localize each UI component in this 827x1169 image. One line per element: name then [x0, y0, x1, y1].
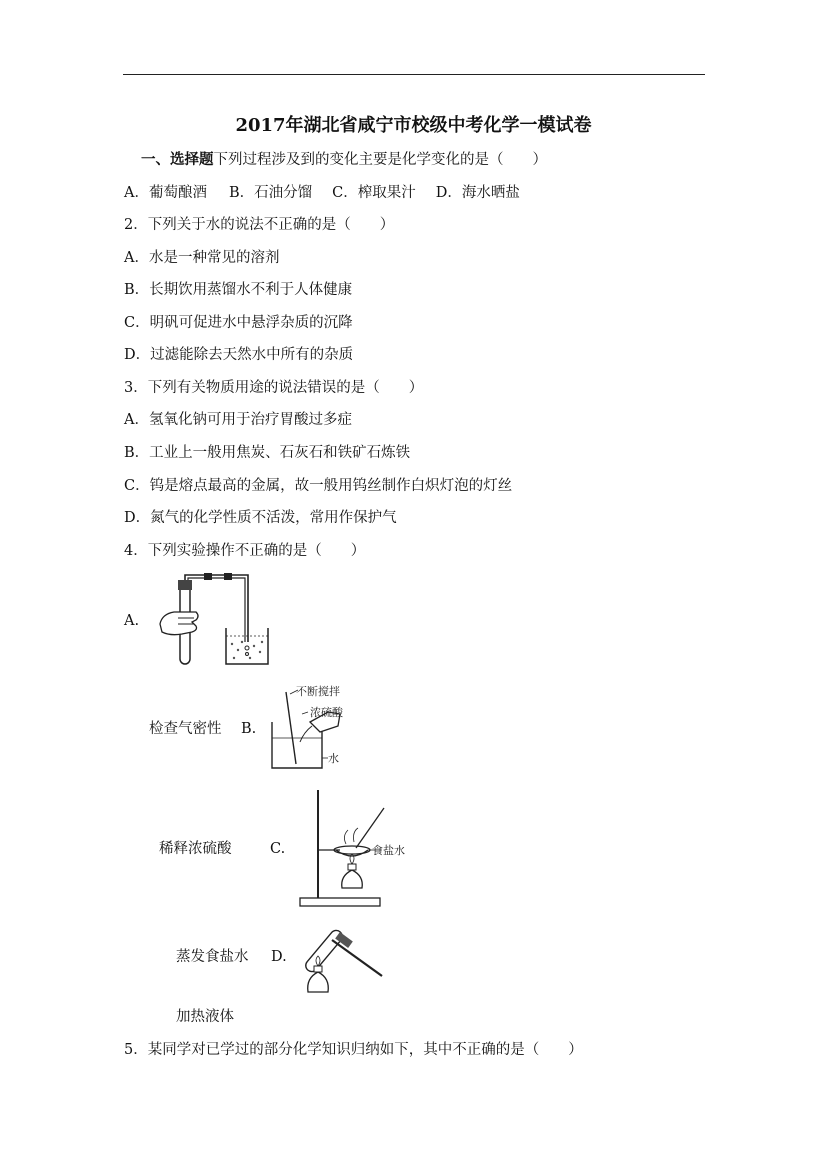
q3-option-a: A．氢氧化钠可用于治疗胃酸过多症	[124, 412, 352, 428]
q3-option-c: C．钨是熔点最高的金属，故一般用钨丝制作白炽灯泡的灯丝	[124, 478, 513, 494]
question-4-stem: 4．下列实验操作不正确的是（ ）	[124, 543, 366, 559]
q2-option-b: B．长期饮用蒸馏水不利于人体健康	[124, 282, 353, 298]
heat-liquid-figure	[296, 916, 388, 996]
q1-option-d: D．海水晒盐	[435, 185, 520, 201]
q4-option-d-caption: 加热液体	[176, 1009, 234, 1025]
question-5-stem: 5．某同学对已学过的部分化学知识归纳如下，其中不正确的是（ ）	[124, 1042, 583, 1058]
acid-label: 浓硫酸	[310, 706, 343, 719]
header-rule	[123, 74, 705, 75]
airtightness-check-figure	[152, 572, 272, 668]
page-title: 2017年湖北省咸宁市校级中考化学一模试卷	[235, 115, 592, 136]
q1-option-c: C．榨取果汁	[332, 185, 416, 201]
stir-label: 不断搅拌	[296, 685, 340, 698]
q4-option-c-caption: 蒸发食盐水	[176, 949, 249, 965]
q1-stem-text: 下列过程涉及到的变化主要是化学变化的是（ ）	[213, 152, 547, 168]
section-label: 一、选择题	[141, 151, 214, 168]
q3-option-b: B．工业上一般用焦炭、石灰石和铁矿石炼铁	[124, 445, 411, 461]
q2-option-a: A．水是一种常见的溶剂	[124, 250, 280, 266]
q1-option-b: B．石油分馏	[228, 185, 313, 201]
q4-option-a-label: A.	[124, 613, 140, 629]
saltwater-label: 食盐水	[372, 844, 405, 857]
q4-option-c-label: C.	[270, 841, 286, 857]
question-3-stem: 3．下列有关物质用途的说法错误的是（ ）	[124, 380, 424, 396]
water-label: 水	[328, 752, 339, 765]
q2-option-c: C．明矾可促进水中悬浮杂质的沉降	[124, 315, 353, 331]
question-1-options	[124, 183, 520, 203]
question-1-stem	[141, 150, 547, 170]
q3-option-d: D．氮气的化学性质不活泼，常用作保护气	[124, 510, 397, 526]
question-2-stem: 2．下列关于水的说法不正确的是（ ）	[124, 217, 395, 233]
q4-option-b-caption: 稀释浓硫酸	[159, 841, 232, 857]
q4-option-b-label: B.	[241, 721, 257, 737]
evaporate-saltwater-figure	[296, 788, 414, 910]
q4-option-d-label: D.	[271, 949, 287, 965]
dilute-sulfuric-acid-figure	[266, 682, 356, 772]
q2-option-d: D．过滤能除去天然水中所有的杂质	[124, 347, 354, 363]
q4-option-a-caption: 检查气密性	[149, 721, 222, 737]
q1-option-a: A．葡萄酿酒	[124, 185, 207, 201]
